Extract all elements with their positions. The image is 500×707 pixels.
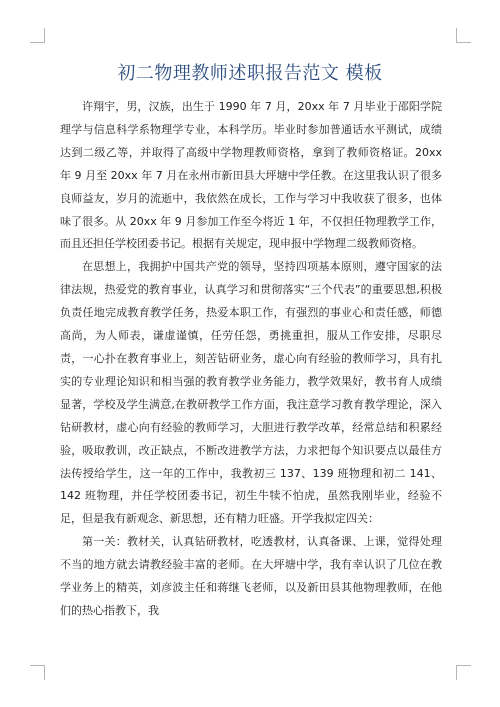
crop-mark-bottom-right <box>456 665 471 680</box>
paragraph-ideology: 在思想上，我拥护中国共产党的领导，坚持四项基本原则，遵守国家的法律法规，热爱党的教育事业，认真学习和贯彻落实“三个代表”的重要思想,积极负责任地完成教育教学任务，热爱本职工作，有强烈的事业心和责任感，师德高尚，为人师表，谦虚谨慎，任劳任怨，勇挑重担，服从工作安排，尽职尽责，一心扑在教育事业上，刻苦钻研业务，虚心向有经验的教师学习，具有扎实的专业理论知识和相当强的教育教学业务能力，教学效果好，教书育人成绩显著，学校及学生满意,在教研教学工作方面，我注意学习教育教学理论，深入钻研教材，虚心向有经验的教师学习，大胆进行教学改革，经常总结和积累经验，吸取教训，改正缺点，不断改进教学方法，力求把每个知识要点以最佳方法传授给学生，这一年的工作中，我教初三 137、139 班物理和初二 141、142 班物理，并任学校团委书记，初生牛犊不怕虎，虽然我刚毕业，经验不足，但是我有新观念、新思想，还有精力旺盛。开学我拟定四关： <box>60 260 442 526</box>
document-title: 初二物理教师述职报告范文 模板 <box>117 63 383 84</box>
crop-mark-top-left <box>30 28 45 43</box>
crop-mark-top-right <box>456 28 471 43</box>
paragraph-first-pass: 第一关：教材关，认真钻研教材，吃透教材，认真备课、上课，觉得处理不当的地方就去请教经验丰富的老师。在大坪塘中学，我有幸认识了几位在教学业务上的精英，刘彦波主任和蒋继飞老师，以及新田县其他物理教师，在他们的热心指教下，我 <box>60 535 442 617</box>
paragraph-personal-info: 许翔宇，男，汉族，出生于 1990 年 7 月，20xx 年 7 月毕业于邵阳学院理学与信息科学系物理学专业，本科学历。毕业时参加普通话水平测试，成绩达到二级乙等，并取得了高级中学物理教师资格，拿到了教师资格证。20xx 年 9 月至 20xx 年 7 月在永州市新田县大坪塘中学任教。在这里我认识了很多良师益友，岁月的流逝中，我依然在成长，工作与学习中我收获了很多，也体味了很多。从 20xx 年 9 月参加工作至今将近 1 年，不仅担任物理教学工作，而且还担任学校团委书记。根据有关规定，现申报中学物理二级教师资格。 <box>60 100 442 251</box>
document-body <box>60 96 442 623</box>
crop-mark-bottom-left <box>30 665 45 680</box>
